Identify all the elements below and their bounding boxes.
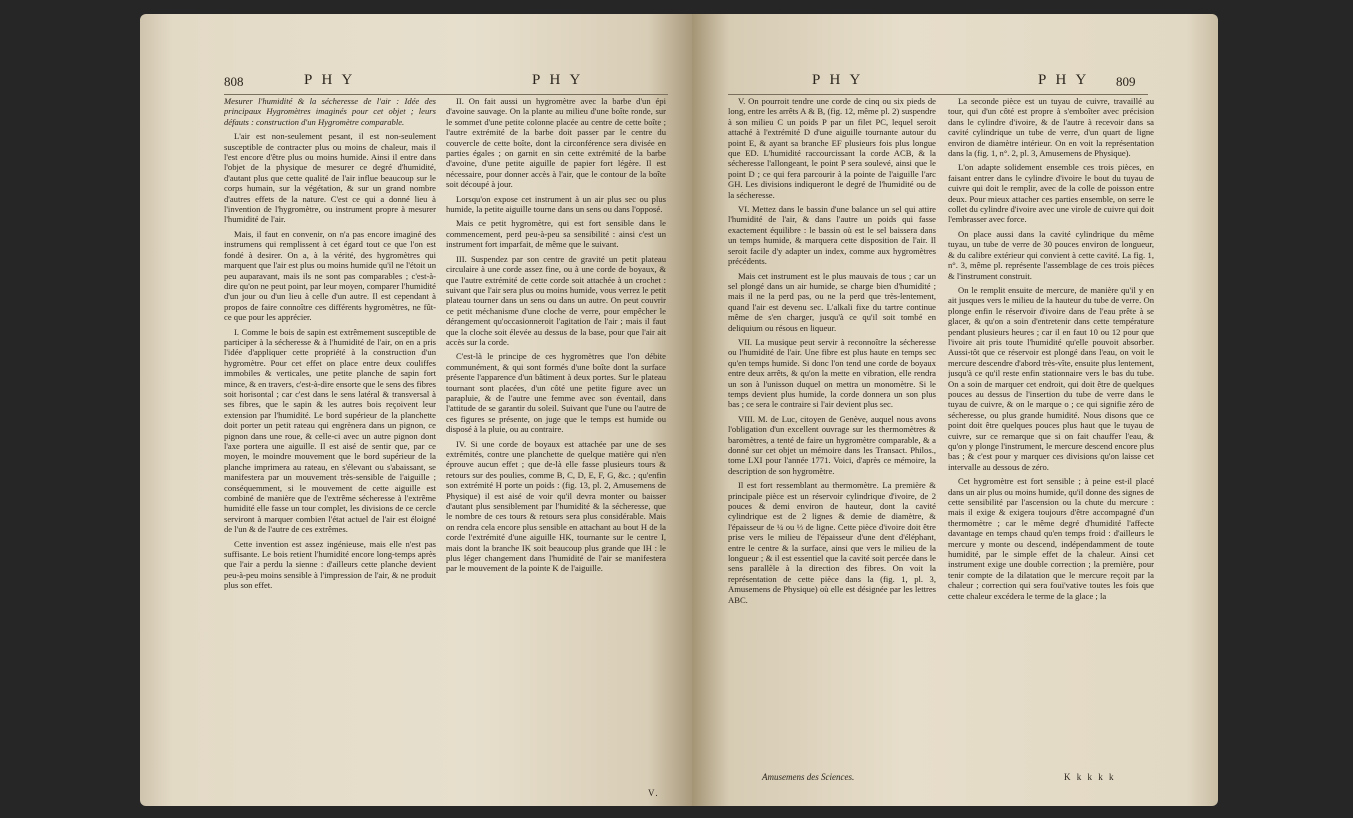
text-column-right [948,96,1154,766]
left-page-header [140,72,692,94]
paragraph: IV. Si une corde de boyaux est attachée par une de ses extrémités, contre une planchette de quelque matière qui n'en éprouve aucun effet ; que de-là elle fasse plusieurs tours & retours sur des poulies, comme B, C, D, E, F, G, &c. ; qu'enfin son extrémité H porte un poids : (fig. 13, pl. 2, Amusemens de Physique) il est aisé de voir qu'il devra monter ou baisser d'autant plus sensiblement par l'humidité & la sécheresse, que le nombre de ces tours & retours sera plus considérable. Mais on rendra cela encore plus sensible en attachant au bout H de la corde l'extrémité d'une aiguille HK, tournante sur le centre I, mais dont la branche IK soit beaucoup plus grande que IH : le plus léger changement dans l'humidité de l'air se manifestera par le mouvement de la pointe K de l'aiguille. [446,438,666,574]
paragraph: VIII. M. de Luc, citoyen de Genève, auquel nous avons l'obligation d'un excellent ouvrage sur les thermomètres & baromètres, a tenté de faire un hygromètre comparable, & a donné sur cet objet un mémoire dans les Transact. Philos., tome LXI pour l'année 1771. Voici, d'après ce mémoire, la description de son hygromètre. [728,413,936,476]
paragraph: Mais cet instrument est le plus mauvais de tous ; car un sel plongé dans un air humide, se charge bien d'humidité ; mais il ne la perd pas, ou ne la perd que très-lentement, quand l'air est devenu sec. L'alkali fixe du tartre continue même de s'en charger, jusqu'à ce qu'il soit tombé en deliquium ou résous en liqueur. [728,270,936,333]
paragraph: Mais ce petit hygromètre, qui est fort sensible dans le commencement, perd peu-à-peu sa sensibilité : ainsi c'est un instrument fort imparfait, de même que le suivant. [446,218,666,250]
catchword: K k k k k [1064,772,1116,782]
paragraph: III. Suspendez par son centre de gravité un petit plateau circulaire à une corde assez fine, ou à une corde de boyaux, & que l'autre extrémité de cette corde soit attachée à un crochet : suivant que l'air sera plus ou moins humide, vous verrez le petit plateau tourner dans un sens ou dans un autre. On peut couvrir ce petit méchanisme d'une cloche de verre, pour empêcher le dérangement qu'occasionneroit l'agitation de l'air ; mais il faut que la cloche soit élevée au dessus de la base, pour que l'air ait accès sur la corde. [446,253,666,347]
paragraph: Lorsqu'on expose cet instrument à un air plus sec ou plus humide, la petite aiguille tourne dans un sens ou dans l'opposé. [446,193,666,215]
paragraph: L'air est non-seulement pesant, il est non-seulement susceptible de contracter plus ou moins de chaleur, mais il l'est encore d'être plus ou moins humide. Ainsi il entre dans l'objet de la physique de mesurer ce degré d'humidité, d'autant plus que cette qualité de l'air influe beaucoup sur le corps humain, sur la végétation, & sur un grand nombre d'autres effets de la nature. C'est ce qui a donné lieu à l'invention de l'hygromètre, ou instrument propre à mesurer l'humidité de l'air. [224,131,436,225]
catchword: V. [648,788,660,798]
paragraph: On le remplit ensuite de mercure, de manière qu'il y en ait jusques vers le milieu de la hauteur du tube de verre. On plonge enfin le réservoir d'ivoire dans de l'eau prête à se glacer, & qu'on a soin d'entretenir dans cette température pendant plusieurs heures ; car il en faut 10 ou 12 pour que l'ivoire ait pris toute l'humidité qu'elle pouvoit absorber. Aussi-tôt que ce réservoir est plongé dans l'eau, on voit le mercure descendre d'abord très-vîte, ensuite plus lentement, jusqu'à ce qu'il reste enfin stationnaire vers le bas du tube. On a soin de marquer cet endroit, qui doit être de quelques pouces au dessus de l'insertion du tube de verre dans le tuyau de cuivre, & on le marque o ; ce qui signifie zéro de sécheresse, ou plus grande humidité. Nous disons que ce point doit être quelques pouces plus haut que le tuyau de cuivre, sur ce remarque que si on fait chauffer l'eau, & qu'on y plonge l'instrument, le mercure descend encore plus bas ; & c'est pour y marquer ces divisions qu'on laisse cet intervalle au dessous de zéro. [948,284,1154,472]
paragraph: V. On pourroit tendre une corde de cinq ou six pieds de long, entre les arrêts A & B, (fig. 12, même pl. 2) suspendre à son milieu C un poids P par un filet PC, lequel seroit attaché à l'extrémité D d'une aiguille tournante autour du point E, & ayant sa branche EF plusieurs fois plus longue que ED. L'humidité raccourcissant la corde ACB, & la sécheresse l'allongeant, le point P sera soulevé, ainsi que le point D ; ce qui fera parcourir à la pointe de l'aiguille l'arc GH. Les divisions indiqueront le degré de l'humidité ou de la sécheresse. [728,96,936,200]
paragraph: VI. Mettez dans le bassin d'une balance un sel qui attire l'humidité de l'air, & dans l'autre un poids qui fasse exactement équilibre : le bassin où est le sel baissera dans un temps humide, & marquera cette disposition de l'air. Il seroit facile d'y adapter un index, comme aux hygromètres précédents. [728,204,936,267]
page-number: 808 [224,74,244,89]
signature-line: Amusemens des Sciences. [762,772,855,782]
paragraph: Cette invention est assez ingénieuse, mais elle n'est pas suffisante. Le bois retient l'humidité encore long-temps après que l'air a perdu la sienne : d'ailleurs cette planche devient peu-à-peu moins sensible à l'impression de l'air, & ne produit plus son effet. [224,538,436,591]
text-column-right [446,96,666,784]
running-head: P H Y [304,72,356,88]
running-head: P H Y [1038,72,1090,88]
running-head: P H Y [812,72,864,88]
left-page [140,14,692,806]
paragraph: C'est-là le principe de ces hygromètres que l'on débite communément, & qui sont formés d'une boîte dont la surface présente l'apparence d'un bâtiment à deux portes. Sur le plateau tournant sont placées, d'un côté une petite figure avec un parapluie, & de l'autre une femme avec son éventail, dans l'attitude de se garantir du soleil. Suivant que l'une ou l'autre de ces figures se présente, on juge que le temps est humide ou disposé à la pluie, ou au contraire. [446,351,666,435]
paragraph: VII. La musique peut servir à reconnoître la sécheresse ou l'humidité de l'air. Une fibre est plus haute en temps sec qu'en temps humide. Si donc l'on tend une corde de boyaux entre deux arrêts, & qu'on la mette en vibration, elle rendra un son à l'unisson duquel on mettra un monomètre. Si le temps devient plus humide, la corde donnera un son plus bas ; ce sera le contraire si l'air devient plus sec. [728,336,936,410]
right-page-header [692,72,1218,94]
paragraph: La seconde pièce est un tuyau de cuivre, travaillé au tour, qui d'un côté est propre à s'emboîter avec précision dans le cylindre d'ivoire, & de l'autre à recevoir dans sa cavité cylindrique un tube de verre, d'un quart de ligne environ de diamètre intérieur. On en voit la représentation dans la (fig. 1, n°. 2, pl. 3, Amusemens de Physique). [948,96,1154,159]
page-number: 809 [1116,74,1136,89]
paragraph: Il est fort ressemblant au thermomètre. La première & principale pièce est un réservoir cylindrique d'ivoire, de 2 pouces & demi environ de hauteur, dont la cavité cylindrique est de 2 lignes & demie de diamètre, & l'épaisseur de ¼ ou ⅓ de ligne. Cette pièce d'ivoire doit être prise vers le milieu de l'épaisseur d'une dent d'éléphant, entre le centre & la surface, ainsi que vers le milieu de la longueur ; & il est essentiel que la cavité soit percée dans le sens parallèle à la direction des fibres. On voit la représentation de cette pièce dans la (fig. 1, pl. 3, Amusemens de Physique) où elle est désignée par les lettres ABC. [728,480,936,605]
header-rule [224,94,668,95]
text-column-left [728,96,936,766]
running-head: P H Y [532,72,584,88]
right-page [692,14,1218,806]
paragraph: On place aussi dans la cavité cylindrique du même tuyau, un tube de verre de 30 pouces environ de longueur, & du calibre extérieur qui convient à cette cavité. La fig. 1, n°. 3, même pl. représente l'assemblage de ces trois pièces & l'instrument construit. [948,228,1154,281]
paragraph: Mesurer l'humidité & la sécheresse de l'air : Idée des principaux Hygromètres imaginés pour cet objet ; leurs défauts : construction d'un Hygromètre comparable. [224,96,436,127]
paragraph: L'on adapte solidement ensemble ces trois pièces, en faisant entrer dans le cylindre d'ivoire le bout du tuyau de cuivre qui doit le remplir, avec de la colle de poisson entre deux. Pour mieux attacher ces parties ensemble, on serre le collet du cylindre d'ivoire avec une virole de cuivre qui doit l'embrasser avec force. [948,162,1154,225]
header-rule [728,94,1148,95]
paragraph: I. Comme le bois de sapin est extrêmement susceptible de participer à la sécheresse & à l'humidité de l'air, on en a pris l'idée d'appliquer cette propriété à la construction d'un hygromètre. Pour cet effet on place entre deux couliffes immobiles & verticales, une petite planche de sapin fort mince, & en travers, c'est-à-dire ensorte que le sens des fibres soit horisontal ; car c'est dans le sens latéral & transversal à ses fibres, que le sapin & les autres bois reçoivent leur extension par l'humidité. Le bord supérieur de la planchette doit porter un petit rateau qui engrènera dans un pignon, ce pignon dans une roue, & celle-ci avec un autre pignon dont l'axe portera une aiguille. Il est aisé de sentir que, par ce moyen, le moindre mouvement que le bord supérieur de la planche imprimera au rateau, en s'élevant ou s'abaissant, se manifestera par un mouvement très-sensible de l'aiguille ; conséquemment, si le mouvement de cette aiguille est combiné de manière que de l'extrême sécheresse à l'extrême humidité elle fasse un tour complet, les divisions de ce cercle serviront à marquer combien l'état actuel de l'air est éloigné de l'un & de l'autre de ces extrêmes. [224,326,436,535]
paragraph: Cet hygromètre est fort sensible ; à peine est-il placé dans un air plus ou moins humide, qu'il donne des signes de cette sensibilité par l'ascension ou la chute du mercure : mais il exige & exigera toujours d'être accompagné d'un thermomètre ; car le même degré d'humidité l'affecte davantage en temps chaud qu'en temps froid : d'ailleurs le mercure y monte ou descend, indépendamment de toute humidité, par le simple effet de la chaleur. Ainsi cet instrument exige une double correction ; la première, pour tenir compte de la dilatation que le mercure reçoit par la chaleur ; correction qui sera foui'vative toutes les fois que cette chaleur excédera le terme de la glace ; la [948,476,1154,601]
paragraph: Mais, il faut en convenir, on n'a pas encore imaginé des instrumens qui remplissent à cet égard tout ce que l'on est fondé à desirer. On a, à la vérité, des hygromètres qui marquent que l'air est plus ou moins humide qu'il ne l'étoit un peu auparavant, mais ils ne sont pas comparables ; c'est-à-dire qu'on ne peut point, par leur moyen, comparer l'humidité d'un jour ou d'un lieu à celle d'un autre. Il est cependant à propos de faire connoître ces différents hygromètres, ne fût-ce que pour les apprécier. [224,228,436,323]
text-column-left [224,96,436,784]
paragraph: II. On fait aussi un hygromètre avec la barbe d'un épi d'avoine sauvage. On la plante au milieu d'une boîte ronde, sur le sommet d'une petite colonne placée au centre de cette boîte ; l'autre extrémité de la barbe doit passer par le centre du couvercle de cette boîte, dont la circonférence sera divisée en parties égales ; on garnit en sin cette extrémité de la barbe d'avoine, d'une petite aiguille de papier fort légère. Il est nécessaire, pour donner accès à l'air, que le contour de la boîte soit découpé à jour. [446,96,666,190]
